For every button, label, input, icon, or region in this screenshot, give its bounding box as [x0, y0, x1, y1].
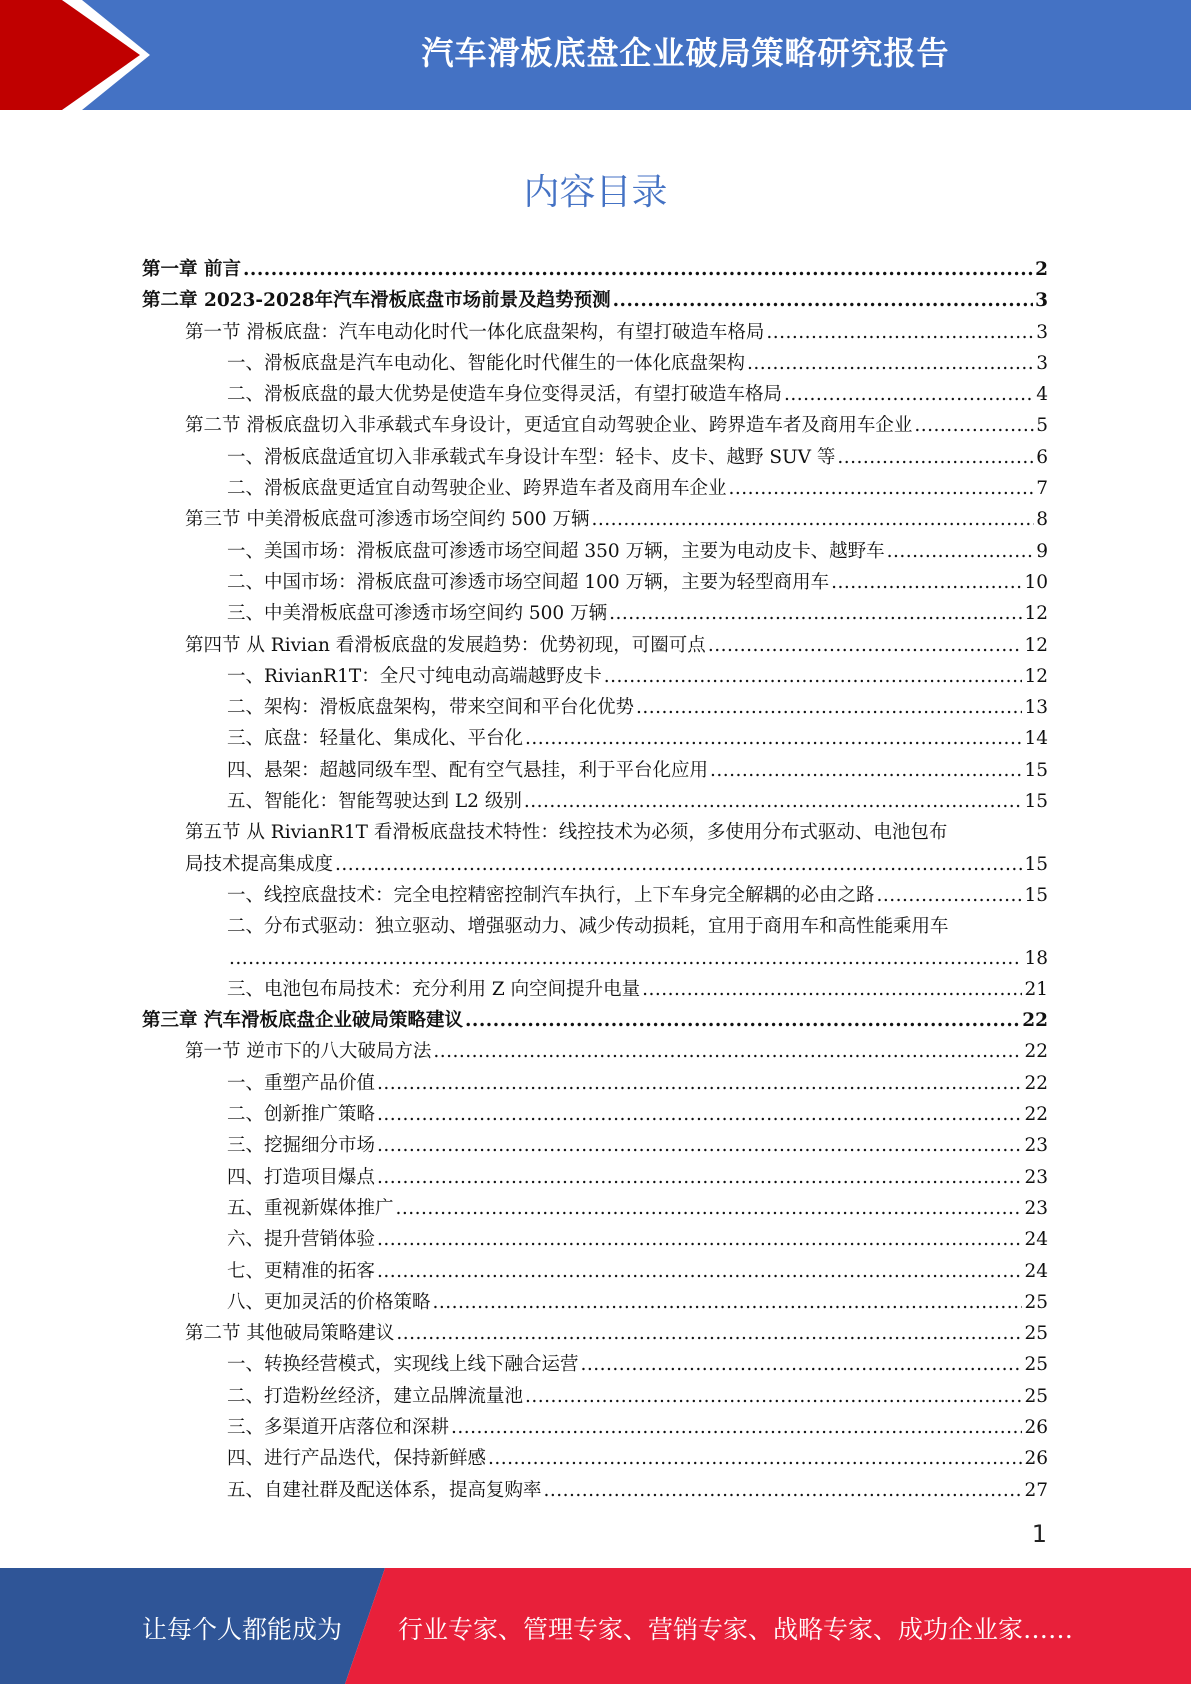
toc-entry-text: 二、滑板底盘的最大优势是使造车身位变得灵活，有望打破造车格局 — [227, 384, 783, 406]
toc-section[interactable] — [142, 1036, 1048, 1067]
toc-entry-text: 二、中国市场：滑板底盘可渗透市场空间超 100 万辆，主要为轻型商用车 — [227, 571, 830, 593]
toc-page-number: 12 — [1024, 603, 1048, 625]
toc-title: 内容目录 — [523, 172, 668, 213]
toc-subsection[interactable] — [142, 880, 1048, 911]
toc-page-number: 15 — [1024, 791, 1048, 813]
toc-page-number: 23 — [1024, 1135, 1048, 1157]
toc-subsection[interactable] — [142, 974, 1048, 1005]
toc-leader-dots — [613, 285, 1034, 316]
toc-entry-continuation[interactable] — [142, 943, 1048, 974]
toc-leader-dots — [642, 974, 1022, 1005]
toc-entry-text: 一、线控底盘技术：完全电控精密控制汽车执行，上下车身完全解耦的必由之路 — [227, 884, 875, 906]
toc-entry-text: 三、挖掘细分市场 — [227, 1135, 376, 1157]
toc-leader-dots — [831, 567, 1022, 598]
toc-section[interactable] — [142, 410, 1048, 441]
toc-entry-text: 一、滑板底盘是汽车电动化、智能化时代催生的一体化底盘架构 — [227, 352, 746, 374]
toc-entry-text: 四、打造项目爆点 — [227, 1166, 376, 1188]
toc-page-number: 14 — [1024, 728, 1048, 750]
toc-leader-dots — [581, 1349, 1023, 1380]
toc-entry-text: 一、美国市场：滑板底盘可渗透市场空间超 350 万辆，主要为电动皮卡、越野车 — [227, 540, 885, 562]
toc-subsection[interactable] — [142, 1224, 1048, 1255]
toc-entry-text: 二、滑板底盘更适宜自动驾驶企业、跨界造车者及商用车企业 — [227, 478, 727, 500]
toc-page-number: 15 — [1024, 884, 1048, 906]
toc-subsection[interactable] — [142, 379, 1048, 410]
toc-page-number: 12 — [1024, 665, 1048, 687]
toc-subsection[interactable] — [142, 567, 1048, 598]
toc-entry-text: 第一章 前言 — [142, 259, 241, 280]
toc-leader-dots — [609, 598, 1022, 629]
toc-section[interactable] — [142, 630, 1048, 661]
toc-page-number: 7 — [1036, 478, 1048, 500]
toc-page-number: 25 — [1024, 1323, 1048, 1345]
toc-leader-dots — [914, 410, 1034, 441]
toc-entry-text: 一、RivianR1T：全尺寸纯电动高端越野皮卡 — [227, 665, 602, 687]
toc-leader-dots — [710, 755, 1022, 786]
toc-page-number: 6 — [1036, 446, 1048, 468]
toc-leader-dots — [396, 1193, 1023, 1224]
toc-entry-text: 二、打造粉丝经济，建立品牌流量池 — [227, 1385, 524, 1407]
toc-entry-text: 三、中美滑板底盘可渗透市场空间约 500 万辆 — [227, 603, 608, 625]
toc-leader-dots — [377, 1130, 1022, 1161]
toc-page-number: 13 — [1024, 697, 1048, 719]
toc-subsection[interactable] — [142, 723, 1048, 754]
toc-page-number: 10 — [1024, 571, 1048, 593]
toc-entry-text: 八、更加灵活的价格策略 — [227, 1291, 431, 1313]
toc-chapter[interactable] — [142, 254, 1048, 285]
toc-subsection[interactable] — [142, 1475, 1048, 1506]
toc-leader-dots — [604, 661, 1023, 692]
toc-page-number: 24 — [1024, 1229, 1048, 1251]
toc-leader-dots — [729, 473, 1035, 504]
toc-subsection[interactable] — [142, 1443, 1048, 1474]
toc-entry-text-continued: 局技术提高集成度 — [185, 853, 334, 875]
toc-leader-dots — [591, 504, 1034, 535]
toc-page-number: 21 — [1024, 978, 1048, 1000]
page-number: 1 — [1031, 1520, 1047, 1548]
toc-page-number: 22 — [1024, 1041, 1048, 1063]
toc-entry-text: 三、电池包布局技术：充分利用 Z 向空间提升电量 — [227, 978, 641, 1000]
toc-subsection[interactable] — [142, 692, 1048, 723]
toc-entry[interactable] — [142, 911, 1048, 942]
toc-entry-text: 三、底盘：轻量化、集成化、平台化 — [227, 728, 524, 750]
toc-page-number: 25 — [1024, 1354, 1048, 1376]
toc-leader-dots — [636, 692, 1022, 723]
toc-leader-dots — [396, 1318, 1022, 1349]
toc-entry-text: 第二节 其他破局策略建议 — [185, 1323, 395, 1345]
toc-leader-dots — [488, 1443, 1022, 1474]
toc-page-number: 4 — [1036, 384, 1048, 406]
toc-leader-dots — [837, 442, 1034, 473]
toc-leader-dots — [766, 317, 1034, 348]
footer-slogan-right: 行业专家、管理专家、营销专家、战略专家、成功企业家…… — [398, 1615, 1074, 1644]
toc-entry-text: 一、滑板底盘适宜切入非承载式车身设计车型：轻卡、皮卡、越野 SUV 等 — [227, 446, 836, 468]
toc-leader-dots — [377, 1099, 1022, 1130]
toc-leader-dots — [877, 880, 1023, 911]
toc-subsection[interactable] — [142, 755, 1048, 786]
toc-entry-text: 五、自建社群及配送体系，提高复购率 — [227, 1479, 542, 1501]
toc-subsection[interactable] — [142, 786, 1048, 817]
toc-subsection[interactable] — [142, 1162, 1048, 1193]
toc-page-number: 25 — [1024, 1291, 1048, 1313]
toc-leader-dots — [784, 379, 1034, 410]
toc-page-number: 26 — [1024, 1448, 1048, 1470]
toc-section[interactable] — [142, 504, 1048, 535]
footer-slogan-left: 让每个人都能成为 — [142, 1615, 343, 1644]
toc-entry-text: 第一节 逆市下的八大破局方法 — [185, 1041, 432, 1063]
toc-leader-dots — [887, 536, 1035, 567]
toc-subsection[interactable] — [142, 348, 1048, 379]
toc-entry-text: 四、进行产品迭代，保持新鲜感 — [227, 1448, 487, 1470]
report-title: 汽车滑板底盘企业破局策略研究报告 — [421, 34, 950, 72]
toc-subsection[interactable] — [142, 1130, 1048, 1161]
toc-leader-dots — [524, 786, 1023, 817]
toc-page-number: 8 — [1036, 509, 1048, 531]
toc-entry-text: 三、多渠道开店落位和深耕 — [227, 1416, 450, 1438]
toc-subsection[interactable] — [142, 598, 1048, 629]
toc-leader-dots — [433, 1287, 1023, 1318]
toc-entry-text: 一、重塑产品价值 — [227, 1072, 376, 1094]
toc-page-number: 15 — [1024, 759, 1048, 781]
toc-subsection[interactable] — [142, 1381, 1048, 1412]
toc-page-number: 22 — [1024, 1072, 1048, 1094]
toc-leader-dots — [335, 849, 1022, 880]
toc-page-number: 2 — [1035, 259, 1048, 280]
toc-entry-text: 第五节 从 RivianR1T 看滑板底盘技术特性：线控技术为必须，多使用分布式驱动、电池包布 — [185, 822, 948, 844]
toc-subsection[interactable] — [142, 1349, 1048, 1380]
toc-page-number: 18 — [1024, 947, 1048, 969]
toc-entry-continuation[interactable] — [142, 849, 1048, 880]
toc-leader-dots — [377, 1162, 1022, 1193]
toc-leader-dots — [525, 1381, 1022, 1412]
toc-entry-text: 七、更精准的拓客 — [227, 1260, 376, 1282]
toc-subsection[interactable] — [142, 442, 1048, 473]
toc-page-number: 27 — [1024, 1479, 1048, 1501]
toc-entry-text: 第三节 中美滑板底盘可渗透市场空间约 500 万辆 — [185, 509, 590, 531]
toc-leader-dots — [377, 1256, 1022, 1287]
toc-leader-dots — [377, 1224, 1022, 1255]
toc-page-number: 23 — [1024, 1166, 1048, 1188]
toc-subsection[interactable] — [142, 1412, 1048, 1443]
toc-page-number: 25 — [1024, 1385, 1048, 1407]
toc-page-number: 5 — [1036, 415, 1048, 437]
page-header — [0, 0, 1191, 110]
toc-leader-dots — [747, 348, 1034, 379]
toc-leader-dots — [229, 943, 1022, 974]
toc-entry-text: 第二章 2023-2028年汽车滑板底盘市场前景及趋势预测 — [142, 290, 611, 312]
page-footer — [0, 1568, 1191, 1684]
toc-subsection[interactable] — [142, 1256, 1048, 1287]
toc-section[interactable] — [142, 317, 1048, 348]
toc-leader-dots — [433, 1036, 1022, 1067]
toc-entry-text: 五、重视新媒体推广 — [227, 1197, 394, 1219]
toc-entry-text: 二、分布式驱动：独立驱动、增强驱动力、减少传动损耗，宜用于商用车和高性能乘用车 — [227, 916, 949, 938]
toc-page-number: 22 — [1024, 1104, 1048, 1126]
toc-page-number: 24 — [1024, 1260, 1048, 1282]
toc-leader-dots — [708, 630, 1023, 661]
toc-subsection[interactable] — [142, 1068, 1048, 1099]
toc-entry[interactable] — [142, 817, 1048, 848]
toc-page-number: 3 — [1036, 321, 1048, 343]
toc-subsection[interactable] — [142, 1193, 1048, 1224]
toc-subsection[interactable] — [142, 1099, 1048, 1130]
toc-leader-dots — [525, 723, 1022, 754]
toc-leader-dots — [377, 1068, 1022, 1099]
toc-leader-dots — [243, 254, 1033, 285]
toc-subsection[interactable] — [142, 661, 1048, 692]
toc-subsection[interactable] — [142, 536, 1048, 567]
toc-leader-dots — [544, 1475, 1023, 1506]
toc-entry-text: 第一节 滑板底盘：汽车电动化时代一体化底盘架构，有望打破造车格局 — [185, 321, 765, 343]
toc-leader-dots — [465, 1005, 1020, 1036]
toc-page-number: 22 — [1022, 1010, 1048, 1032]
toc-entry-text: 二、创新推广策略 — [227, 1104, 376, 1126]
toc-leader-dots — [451, 1412, 1022, 1443]
toc-page-number: 23 — [1024, 1197, 1048, 1219]
toc-page-number: 9 — [1036, 540, 1048, 562]
toc-section[interactable] — [142, 1318, 1048, 1349]
toc-page-number: 3 — [1035, 290, 1048, 312]
toc-entry-text: 六、提升营销体验 — [227, 1229, 376, 1251]
toc-entry-text: 五、智能化：智能驾驶达到 L2 级别 — [227, 791, 522, 813]
toc-page-number: 15 — [1024, 853, 1048, 875]
toc-subsection[interactable] — [142, 473, 1048, 504]
table-of-contents — [142, 254, 1048, 1506]
toc-entry-text: 第二节 滑板底盘切入非承载式车身设计，更适宜自动驾驶企业、跨界造车者及商用车企业 — [185, 415, 913, 437]
toc-page-number: 26 — [1024, 1416, 1048, 1438]
toc-entry-text: 第四节 从 Rivian 看滑板底盘的发展趋势：优势初现，可圈可点 — [185, 634, 706, 656]
toc-entry-text: 第三章 汽车滑板底盘企业破局策略建议 — [142, 1010, 463, 1032]
toc-chapter[interactable] — [142, 1005, 1048, 1036]
toc-subsection[interactable] — [142, 1287, 1048, 1318]
toc-page-number: 12 — [1024, 634, 1048, 656]
toc-entry-text: 四、悬架：超越同级车型、配有空气悬挂，利于平台化应用 — [227, 759, 709, 781]
toc-page-number: 3 — [1036, 352, 1048, 374]
toc-chapter[interactable] — [142, 285, 1048, 316]
toc-entry-text: 二、架构：滑板底盘架构，带来空间和平台化优势 — [227, 697, 635, 719]
toc-entry-text: 一、转换经营模式，实现线上线下融合运营 — [227, 1354, 579, 1376]
